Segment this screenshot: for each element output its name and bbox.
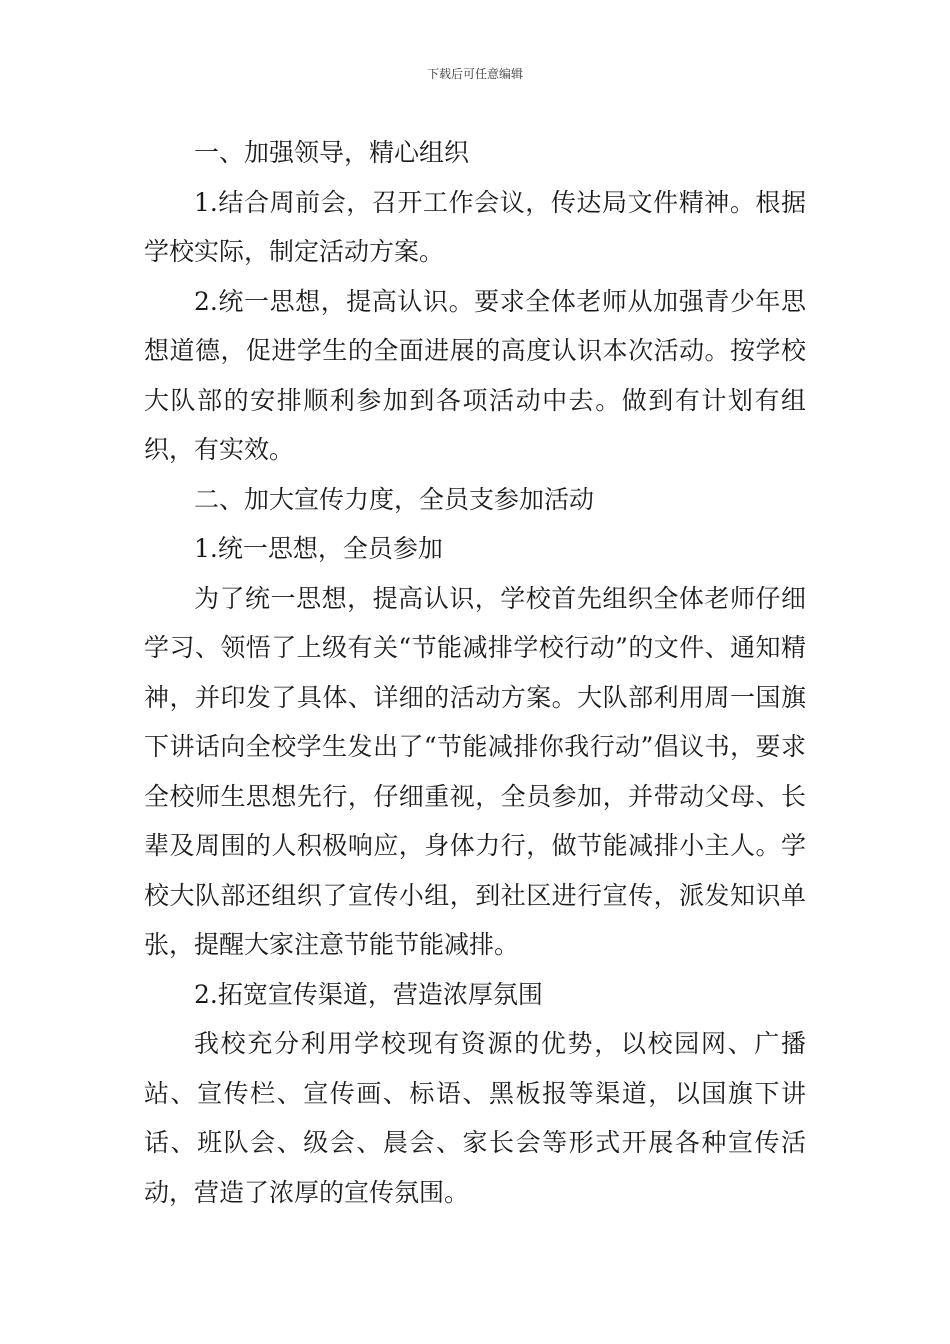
section-heading-2: 二、加大宣传力度，全员支参加活动 [194, 484, 595, 514]
paragraph: 为了统一思想，提高认识，学校首先组织全体老师仔细学习、领悟了上级有关“节能减排学校行动”的文件、通知精神，并印发了具体、详细的活动方案。大队部利用周一国旗下讲话向全校学生发出了“节能减排你我行动”倡议书，要求全校师生思想先行，仔细重视，全员参加，并带动父母、长辈及周围的人积极响应，身体力行，做节能减排小主人。学校大队部还组织了宣传小组，到社区进行宣传，派发知识单张，提醒大家注意节能节能减排。 [144, 583, 806, 959]
section-heading-1: 一、加强领导，精心组织 [194, 138, 470, 167]
paragraph: 2.统一思想，提高认识。要求全体老师从加强青少年思想道德，促进学生的全面进展的高度认识本次活动。按学校大队部的安排顺利参加到各项活动中去。做到有计划有组织，有实效。 [144, 286, 806, 464]
page-header: 下载后可任意编辑 [426, 67, 523, 81]
subheading: 2.拓宽宣传渠道，营造浓厚氛围 [194, 979, 543, 1009]
paragraph: 我校充分利用学校现有资源的优势，以校园网、广播站、宣传栏、宣传画、标语、黑板报等渠道，以国旗下讲话、班队会、级会、晨会、家长会等形式开展各种宣传活动，营造了浓厚的宣传氛围。 [144, 1029, 806, 1207]
subheading: 1.统一思想，全员参加 [194, 534, 443, 563]
document-body [144, 128, 806, 1217]
paragraph: 1.结合周前会，召开工作会议，传达局文件精神。根据学校实际，制定活动方案。 [144, 187, 806, 266]
